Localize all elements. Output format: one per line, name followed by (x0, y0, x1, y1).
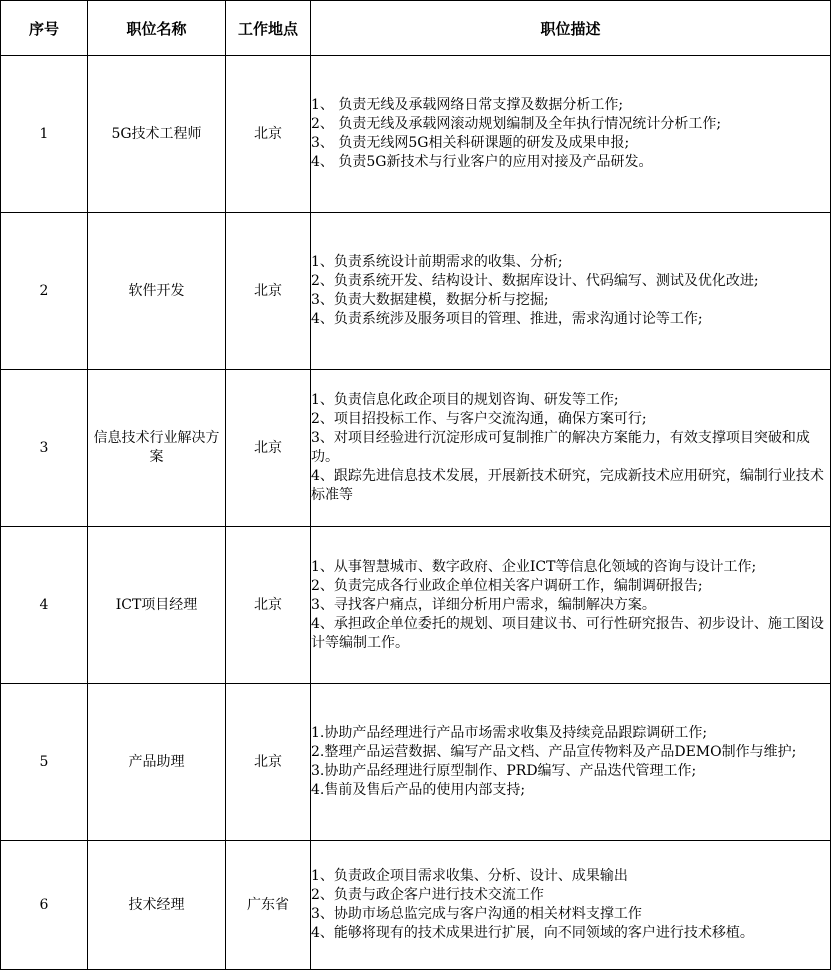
description-line: 1.协助产品经理进行产品市场需求收集及持续竞品跟踪调研工作; (311, 725, 708, 741)
description-line: 2、负责与政企客户进行技术交流工作 (311, 887, 544, 903)
description-line: 1、负责信息化政企项目的规划咨询、研发等工作; (311, 392, 619, 408)
description-line: 2、负责完成各行业政企单位相关客户调研工作，编制调研报告; (311, 577, 703, 594)
row-num: 3 (1, 370, 88, 527)
row-title: 信息技术行业解决方案 (88, 370, 226, 527)
description-line: 3.协助产品经理进行原型制作、PRD编写、产品迭代管理工作; (311, 763, 697, 779)
row-num: 6 (1, 841, 88, 970)
row-title: 技术经理 (88, 841, 226, 970)
description-line: 4、跟踪先进信息技术发展，开展新技术研究，完成新技术应用研究，编制行业技术标准等 (311, 468, 824, 503)
row-location: 北京 (226, 56, 311, 213)
row-location: 北京 (226, 527, 311, 684)
description-line: 3、 负责无线网5G相关科研课题的研发及成果申报; (311, 135, 630, 151)
row-title: 产品助理 (88, 684, 226, 841)
description-line: 3、寻找客户痛点，详细分析用户需求，编制解决方案。 (311, 596, 656, 613)
row-location: 北京 (226, 370, 311, 527)
table-row (1, 841, 831, 970)
row-description (311, 370, 831, 527)
description-line: 2、负责系统开发、结构设计、数据库设计、代码编写、测试及优化改进; (311, 273, 759, 289)
table-row (1, 527, 831, 684)
description-line: 4、能够将现有的技术成果进行扩展，向不同领域的客户进行技术移植。 (311, 925, 754, 941)
row-description (311, 684, 831, 841)
table-row (1, 56, 831, 213)
row-location: 广东省 (226, 841, 311, 970)
table-row (1, 370, 831, 527)
description-line: 3、协助市场总监完成与客户沟通的相关材料支撑工作 (311, 906, 642, 922)
row-description (311, 841, 831, 970)
description-line: 4、负责系统涉及服务项目的管理、推进，需求沟通讨论等工作; (311, 311, 703, 327)
description-line: 1、 负责无线及承载网络日常支撑及数据分析工作; (311, 97, 624, 113)
description-line: 1、负责系统设计前期需求的收集、分析; (311, 254, 563, 270)
header-description: 职位描述 (311, 1, 831, 56)
header-num: 序号 (1, 1, 88, 56)
row-num: 4 (1, 527, 88, 684)
row-num: 5 (1, 684, 88, 841)
table-row (1, 213, 831, 370)
description-line: 2、项目招投标工作、与客户交流沟通，确保方案可行; (311, 411, 647, 427)
row-num: 2 (1, 213, 88, 370)
row-description (311, 527, 831, 684)
description-line: 4.售前及售后产品的使用内部支持; (311, 782, 526, 798)
row-num: 1 (1, 56, 88, 213)
description-line: 3、负责大数据建模，数据分析与挖掘; (311, 292, 549, 308)
description-line: 4、承担政企单位委托的规划、项目建议书、可行性研究报告、初步设计、施工图设计等编制工作。 (311, 615, 824, 651)
row-title: ICT项目经理 (88, 527, 226, 684)
header-title: 职位名称 (88, 1, 226, 56)
description-line: 1、负责政企项目需求收集、分析、设计、成果输出 (311, 868, 628, 884)
description-line: 3、对项目经验进行沉淀形成可复制推广的解决方案能力，有效支撑项目突破和成功。 (311, 430, 810, 465)
description-line: 2、 负责无线及承载网滚动规划编制及全年执行情况统计分析工作; (311, 116, 722, 132)
description-line: 4、 负责5G新技术与行业客户的应用对接及产品研发。 (311, 154, 653, 170)
row-location: 北京 (226, 213, 311, 370)
table-row (1, 684, 831, 841)
header-location: 工作地点 (226, 1, 311, 56)
row-description (311, 56, 831, 213)
row-title: 5G技术工程师 (88, 56, 226, 213)
description-line: 1、从事智慧城市、数字政府、企业ICT等信息化领域的咨询与设计工作; (311, 558, 757, 575)
row-title: 软件开发 (88, 213, 226, 370)
row-location: 北京 (226, 684, 311, 841)
table-header-row (1, 1, 831, 56)
description-line: 2.整理产品运营数据、编写产品文档、产品宣传物料及产品DEMO制作与维护; (311, 744, 797, 760)
row-description (311, 213, 831, 370)
